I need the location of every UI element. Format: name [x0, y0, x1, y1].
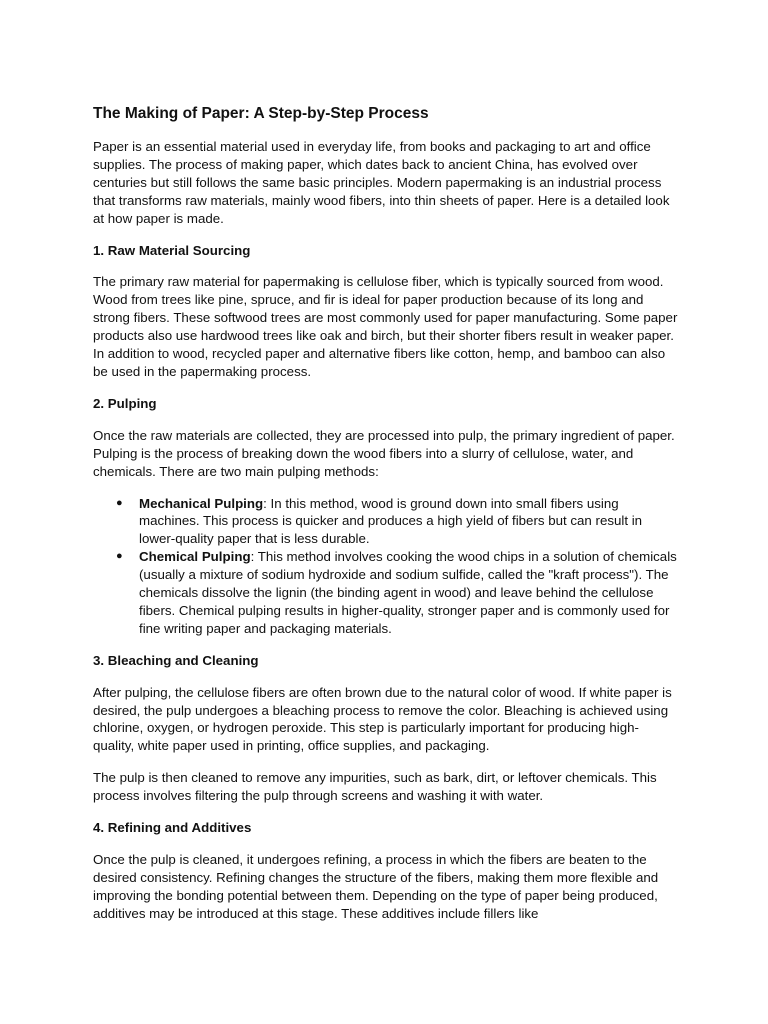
list-item-mechanical-pulping [93, 495, 678, 549]
section-heading-bleaching: 3. Bleaching and Cleaning [93, 652, 259, 668]
section-paragraph: The primary raw material for papermaking is cellulose fiber, which is typically sourced from wood. Wood from trees like pine, spruce, and fir is ideal for paper production because of its long and strong fibers. These softwood trees are most commonly used for paper manufacturing. Some paper products also use hardwood trees like oak and birch, but their shorter fibers result in weaker paper. In addition to wood, recycled paper and alternative fibers like cotton, hemp, and bamboo can also be used in the papermaking process. [93, 274, 678, 379]
bullet-term: Chemical Pulping [139, 549, 251, 565]
bullet-text: : In this method, wood is ground down into small fibers using machines. This process is quicker and produces a high yield of fibers but can result in lower-quality paper that is less durable. [139, 495, 643, 547]
section-paragraph: The pulp is then cleaned to remove any impurities, such as bark, dirt, or leftover chemicals. This process involves filtering the pulp through screens and washing it with water. [93, 770, 657, 804]
bullet-text: : This method involves cooking the wood chips in a solution of chemicals (usually a mixture of sodium hydroxide and sodium sulfide, called the "kraft process"). The chemicals dissolve the lignin (the binding agent in wood) and leave behind the cellulose fibers. Chemical pulping results in higher-quality, stronger paper and is commonly used for fine writing paper and packaging materials. [139, 549, 677, 636]
bullet-icon: ● [116, 550, 123, 563]
bullet-icon: ● [116, 496, 123, 509]
bullet-term: Mechanical Pulping [139, 495, 264, 511]
document-title: The Making of Paper: A Step-by-Step Process [93, 105, 429, 122]
intro-paragraph: Paper is an essential material used in everyday life, from books and packaging to art and office supplies. The process of making paper, which dates back to ancient China, has evolved over centuries but still follows the same basic principles. Modern papermaking is an industrial process that transforms raw materials, mainly wood fibers, into thin sheets of paper. Here is a detailed look at how paper is made. [93, 139, 670, 226]
section-heading-raw-material: 1. Raw Material Sourcing [93, 242, 251, 258]
document-page [93, 104, 678, 937]
section-paragraph: After pulping, the cellulose fibers are often brown due to the natural color of wood. If white paper is desired, the pulp undergoes a bleaching process to remove the color. Bleaching is achieved using chlorine, oxygen, or hydrogen peroxide. This step is particularly important for producing high-quality, white paper used in printing, office supplies, and packaging. [93, 684, 672, 754]
list-item-chemical-pulping [93, 548, 678, 638]
section-paragraph: Once the pulp is cleaned, it undergoes refining, a process in which the fibers are beaten to the desired consistency. Refining changes the structure of the fibers, making them more flexible and improving the bonding potential between them. Depending on the type of paper being produced, additives may be introduced at this stage. These additives include fillers like [93, 852, 659, 921]
section-heading-refining: 4. Refining and Additives [93, 820, 252, 836]
section-paragraph: Once the raw materials are collected, they are processed into pulp, the primary ingredient of paper. Pulping is the process of breaking down the wood fibers into a slurry of cellulose, water, and chemicals. There are two main pulping methods: [93, 427, 675, 479]
section-heading-pulping: 2. Pulping [93, 395, 157, 411]
pulping-methods-list [93, 495, 678, 638]
